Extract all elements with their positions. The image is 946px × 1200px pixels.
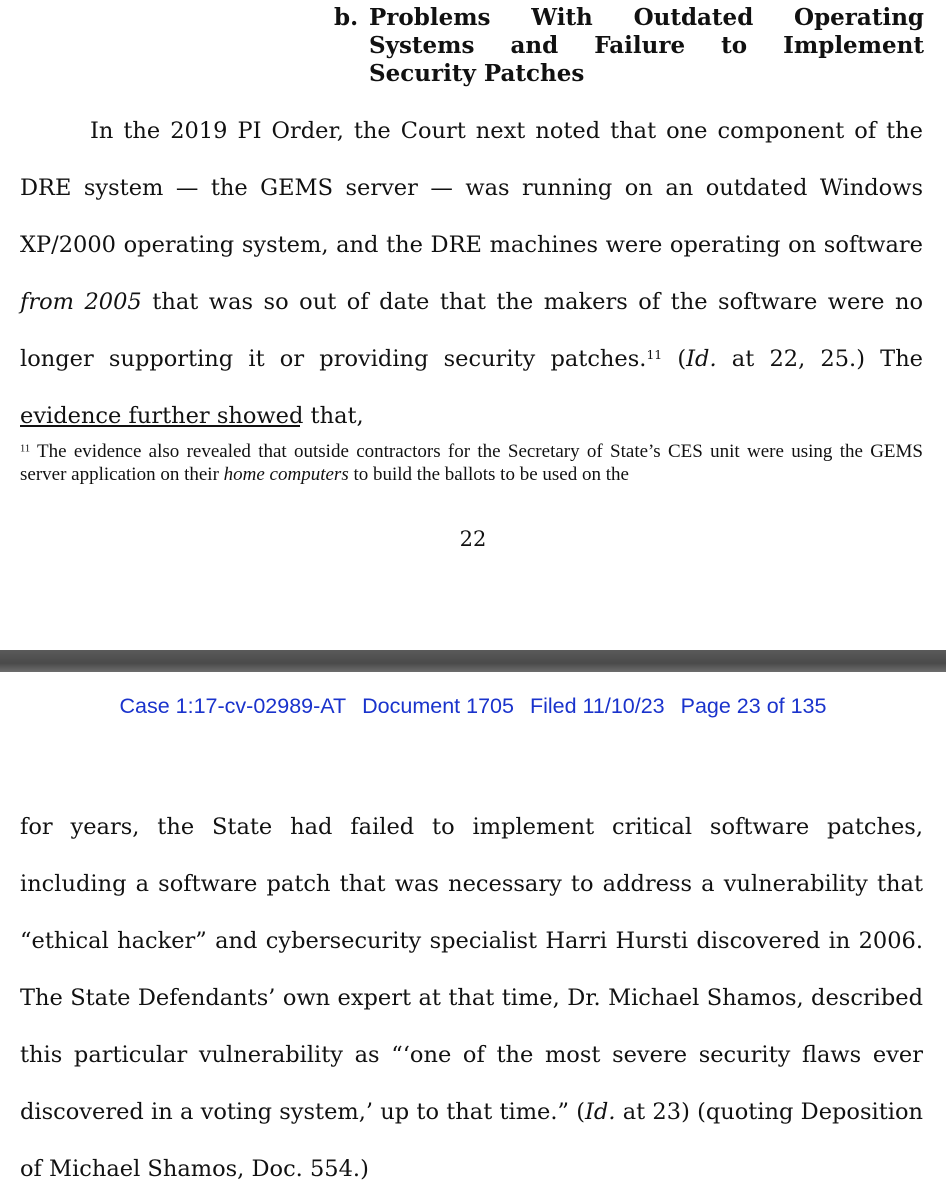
section-heading-text: Problems With Outdated Operating Systems and Failure to Implement Security Patches (369, 4, 924, 87)
case-number: Case 1:17-cv-02989-AT (119, 694, 347, 718)
page-count: Page 23 of 135 (680, 694, 827, 718)
citation-id: Id. (686, 346, 717, 372)
citation-id: Id. (585, 1099, 616, 1125)
footnote-11 (20, 440, 923, 486)
footnote-emphasis: home computers (223, 464, 349, 485)
footnote-text: to build the ballots to be used on the (348, 464, 629, 485)
body-paragraph-page-22 (20, 103, 923, 445)
page-number: 22 (459, 527, 487, 551)
court-filing-header (0, 694, 946, 719)
paragraph-text: at 23) (quoting Deposition of Michael Shamos, Doc. 554.) (20, 1099, 923, 1182)
emphasis-text: from 2005 (20, 289, 142, 315)
paragraph-text: ( (662, 346, 687, 372)
section-heading-letter: b. (334, 4, 359, 31)
section-heading (334, 4, 924, 88)
page-divider (0, 650, 946, 672)
paragraph-text: for years, the State had failed to implement critical software patches, including a software patch that was necessary to address a vulnerability that “ethical hacker” and cybersecurity specialist Harri Hursti discovered in 2006. The State Defendants’ own expert at that time, Dr. Michael Shamos, described this particular vulnerability as “‘one of the most severe security flaws ever discovered in a voting system,’ up to that time.” ( (20, 814, 923, 1125)
paragraph-text: In the 2019 PI Order, the Court next noted that one component of the DRE system — the GEMS server — was running on an outdated Windows XP/2000 operating system, and the DRE machines were operating on software (20, 118, 923, 258)
body-paragraph-page-23 (20, 799, 923, 1198)
paragraph-text: that was so out of date that the makers of the software were no longer supporting it or providing security patches. (20, 289, 923, 372)
footnote-text: The evidence also revealed that outside contractors for the Secretary of State’s CES unit were using the GEMS server application on their (20, 441, 923, 485)
paragraph-text: at 22, 25.) The evidence further showed that, (20, 346, 924, 429)
footnote-separator (20, 425, 300, 427)
footnote-number: 11 (20, 443, 31, 455)
filed-date: Filed 11/10/23 (529, 694, 665, 718)
document-number: Document 1705 (362, 694, 514, 718)
footnote-reference: 11 (646, 348, 663, 363)
